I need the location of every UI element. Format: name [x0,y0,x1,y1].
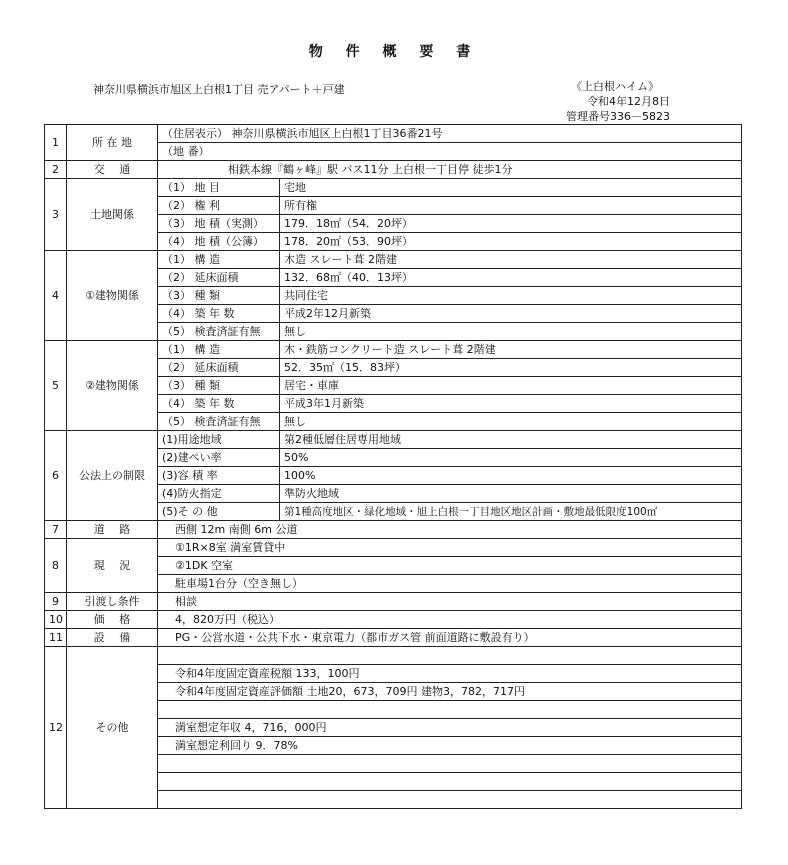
legal-value: 第1種高度地区・緑化地域・旭上白根一丁目地区地区計画・敷地最低限度100㎡ [280,503,742,521]
row-number: 2 [45,161,67,179]
price-value: 4，820万円（税込） [158,611,742,629]
status-line: 駐車場1台分（空き無し） [158,575,742,593]
legal-value: 準防火地域 [280,485,742,503]
row-number: 11 [45,629,67,647]
building1-value: 無し [280,323,742,341]
building1-value: 平成2年12月新築 [280,305,742,323]
status-line: ②1DK 空室 [158,557,742,575]
row-heading-building1: ①建物関係 [67,251,158,341]
row-number: 4 [45,251,67,341]
building2-label: （5） 検査済証有無 [158,413,280,431]
building2-label: （4） 築 年 数 [158,395,280,413]
property-summary-table [44,124,742,809]
other-line [158,647,742,665]
building2-value: 52．35㎡（15．83坪） [280,359,742,377]
building2-label: （1） 構 造 [158,341,280,359]
table-row [45,629,742,647]
document-date: 令和4年12月8日 [587,95,670,108]
building1-label: （4） 築 年 数 [158,305,280,323]
table-row [45,611,742,629]
land-label: （1） 地 目 [158,179,280,197]
row-heading-building2: ②建物関係 [67,341,158,431]
row-number: 12 [45,647,67,809]
table-row [45,341,742,359]
document-title: 物 件 概 要 書 [308,44,480,60]
other-line: 令和4年度固定資産評価額 土地20，673，709円 建物3，782，717円 [158,683,742,701]
legal-label: (3)容 積 率 [158,467,280,485]
location-lot: （地 番） [158,143,742,161]
land-label: （3） 地 積（実測） [158,215,280,233]
legal-label: (4)防火指定 [158,485,280,503]
row-number: 7 [45,521,67,539]
other-line [158,755,742,773]
building2-value: 無し [280,413,742,431]
table-row [45,593,742,611]
row-heading-facilities: 設 備 [67,629,158,647]
row-heading-access: 交 通 [67,161,158,179]
legal-label: (1)用途地域 [158,431,280,449]
status-line: ①1R×8室 満室賃貸中 [158,539,742,557]
table-row [45,521,742,539]
land-value: 宅地 [280,179,742,197]
other-line: 令和4年度固定資産税額 133，100円 [158,665,742,683]
building1-label: （5） 検査済証有無 [158,323,280,341]
row-heading-road: 道 路 [67,521,158,539]
land-value: 179．18㎡（54．20坪） [280,215,742,233]
land-value: 178．20㎡（53．90坪） [280,233,742,251]
building1-value: 木造 スレート葺 2階建 [280,251,742,269]
table-row [45,251,742,269]
row-heading-current-status: 現 況 [67,539,158,593]
other-line [158,701,742,719]
building1-value: 共同住宅 [280,287,742,305]
road-value: 西側 12m 南側 6m 公道 [158,521,742,539]
row-number: 8 [45,539,67,593]
row-number: 3 [45,179,67,251]
building1-value: 132．68㎡（40．13坪） [280,269,742,287]
land-label: （2） 権 利 [158,197,280,215]
property-address-line: 神奈川県横浜市旭区上白根1丁目 売アパート＋戸建 [93,83,345,96]
row-number: 6 [45,431,67,521]
row-heading-land: 土地関係 [67,179,158,251]
row-number: 9 [45,593,67,611]
table-row [45,539,742,557]
row-number: 10 [45,611,67,629]
facilities-value: PG・公営水道・公共下水・東京電力（都市ガス管 前面道路に敷設有り） [158,629,742,647]
location-residence: （住居表示） 神奈川県横浜市旭区上白根1丁目36番21号 [158,125,742,143]
land-label: （4） 地 積（公簿） [158,233,280,251]
row-heading-other: その他 [67,647,158,809]
table-row [45,161,742,179]
delivery-value: 相談 [158,593,742,611]
other-line: 満室想定利回り 9．78% [158,737,742,755]
row-heading-price: 価 格 [67,611,158,629]
legal-value: 100% [280,467,742,485]
header-info [540,79,670,124]
table-row [45,125,742,143]
legal-value: 50% [280,449,742,467]
other-line: 満室想定年収 4，716，000円 [158,719,742,737]
property-name: 《上白根ハイム》 [571,80,659,93]
building1-label: （2） 延床面積 [158,269,280,287]
building2-value: 平成3年1月新築 [280,395,742,413]
row-number: 5 [45,341,67,431]
management-number: 管理番号336－5823 [566,110,670,123]
row-heading-delivery: 引渡し条件 [67,593,158,611]
other-line [158,773,742,791]
building2-value: 木・鉄筋コンクリート造 スレート葺 2階建 [280,341,742,359]
table-row [45,647,742,665]
row-heading-location: 所 在 地 [67,125,158,161]
access-value: 相鉄本線『鶴ヶ峰』駅 バス11分 上白根一丁目停 徒歩1分 [158,161,742,179]
building1-label: （3） 種 類 [158,287,280,305]
building2-label: （3） 種 類 [158,377,280,395]
other-line [158,791,742,809]
legal-value: 第2種低層住居専用地域 [280,431,742,449]
table-row [45,431,742,449]
row-number: 1 [45,125,67,161]
legal-label: (2)建ぺい率 [158,449,280,467]
row-heading-legal-restrictions: 公法上の制限 [67,431,158,521]
table-row [45,179,742,197]
building2-value: 居宅・車庫 [280,377,742,395]
legal-label: (5)そ の 他 [158,503,280,521]
building2-label: （2） 延床面積 [158,359,280,377]
building1-label: （1） 構 造 [158,251,280,269]
land-value: 所有権 [280,197,742,215]
